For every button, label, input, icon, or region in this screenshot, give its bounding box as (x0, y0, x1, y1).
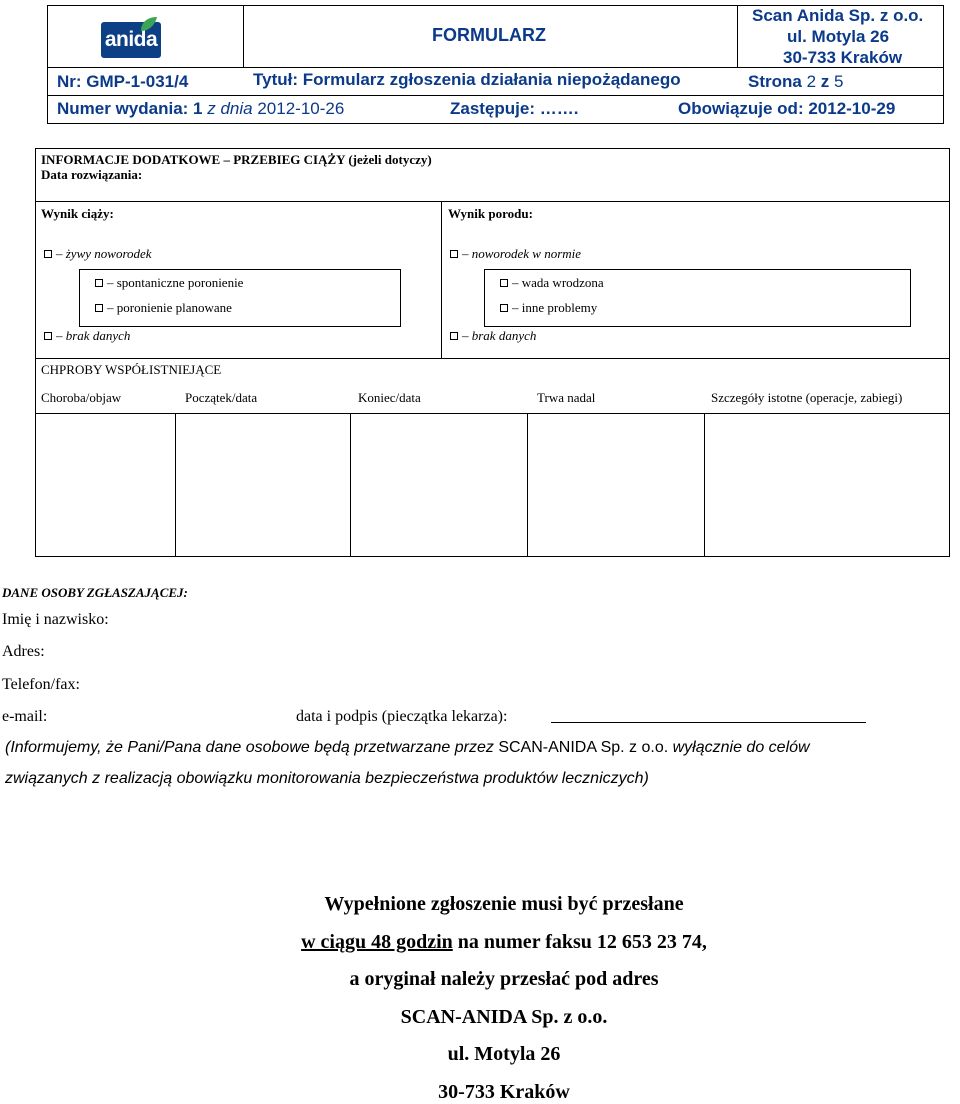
company-city: 30-733 Kraków (783, 48, 903, 67)
option-spontaneous-miscarriage[interactable]: – spontaniczne poronienie (95, 275, 243, 291)
comorbidities-title: CHPROBY WSPÓŁISTNIEJĄCE (41, 362, 222, 377)
edition-info: Numer wydania: 1 z dnia 2012-10-26 (57, 99, 345, 118)
cell-ongoing[interactable] (528, 414, 704, 556)
footer-city: 30-733 Kraków (438, 1081, 570, 1103)
cell-details[interactable] (705, 414, 949, 556)
pregnancy-outcome-label: Wynik ciąży: (41, 206, 114, 221)
col-disease: Choroba/objaw (41, 390, 122, 405)
email-label: e-mail: (2, 708, 48, 725)
pregnancy-section-title: INFORMACJE DODATKOWE – PRZEBIEG CIĄŻY (jeżeli dotyczy) (41, 152, 432, 167)
replaces-info: Zastępuje: ……. (450, 99, 579, 118)
checkbox[interactable] (450, 332, 458, 340)
page-indicator: Strona 2 z 5 (748, 72, 844, 91)
birth-outcome-label: Wynik porodu: (448, 206, 533, 221)
cell-end[interactable] (351, 414, 527, 556)
checkbox[interactable] (44, 250, 52, 258)
doc-title: Tytuł: Formularz zgłoszenia działania niepożądanego (253, 70, 681, 89)
checkbox[interactable] (95, 279, 103, 287)
col-end: Koniec/data (358, 390, 421, 405)
checkbox[interactable] (95, 304, 103, 312)
option-congenital-defect[interactable]: – wada wrodzona (500, 275, 604, 291)
option-no-data-birth[interactable]: – brak danych (450, 328, 536, 344)
checkbox[interactable] (500, 279, 508, 287)
option-planned-miscarriage[interactable]: – poronienie planowane (95, 300, 232, 316)
company-name: Scan Anida Sp. z o.o. (752, 6, 924, 25)
footer-street: ul. Motyla 26 (447, 1043, 561, 1065)
instruction-line3: a oryginał należy przesłać pod adres (349, 968, 659, 990)
reporter-title: DANE OSOBY ZGŁASZAJĄCEJ: (2, 585, 188, 600)
phone-label: Telefon/fax: (2, 676, 80, 693)
col-start: Początek/data (185, 390, 258, 405)
checkbox[interactable] (450, 250, 458, 258)
col-details: Szczegóły istotne (operacje, zabiegi) (711, 390, 903, 405)
instruction-line1: Wypełnione zgłoszenie musi być przesłane (324, 893, 684, 915)
address-label: Adres: (2, 643, 45, 660)
privacy-note-line1: (Informujemy, że Pani/Pana dane osobowe będą przetwarzane przez SCAN-ANIDA Sp. z o.o. wyłącznie do celów (5, 739, 810, 756)
col-ongoing: Trwa nadal (537, 390, 596, 405)
leaf-icon (139, 15, 159, 33)
checkbox[interactable] (500, 304, 508, 312)
company-logo: anida (101, 22, 161, 58)
valid-from: Obowiązuje od: 2012-10-29 (678, 99, 896, 118)
option-other-problems[interactable]: – inne problemy (500, 300, 597, 316)
resolution-date-label: Data rozwiązania: (41, 167, 143, 182)
cell-start[interactable] (176, 414, 350, 556)
company-street: ul. Motyla 26 (787, 27, 890, 46)
option-normal-newborn[interactable]: – noworodek w normie (450, 246, 581, 262)
cell-disease[interactable] (36, 414, 175, 556)
instruction-line2: w ciągu 48 godzin na numer faksu 12 653 23 74, (301, 931, 707, 953)
signature-label: data i podpis (pieczątka lekarza): (296, 708, 508, 725)
footer-company: SCAN-ANIDA Sp. z o.o. (400, 1006, 608, 1028)
option-live-newborn[interactable]: – żywy noworodek (44, 246, 152, 262)
privacy-note-line2: związanych z realizacją obowiązku monitorowania bezpieczeństwa produktów leczniczych) (5, 770, 649, 787)
name-label: Imię i nazwisko: (2, 611, 109, 628)
checkbox[interactable] (44, 332, 52, 340)
signature-line[interactable] (551, 722, 866, 723)
doc-number: Nr: GMP-1-031/4 (57, 72, 189, 91)
option-no-data-outcome[interactable]: – brak danych (44, 328, 130, 344)
doc-type: FORMULARZ (432, 25, 546, 45)
